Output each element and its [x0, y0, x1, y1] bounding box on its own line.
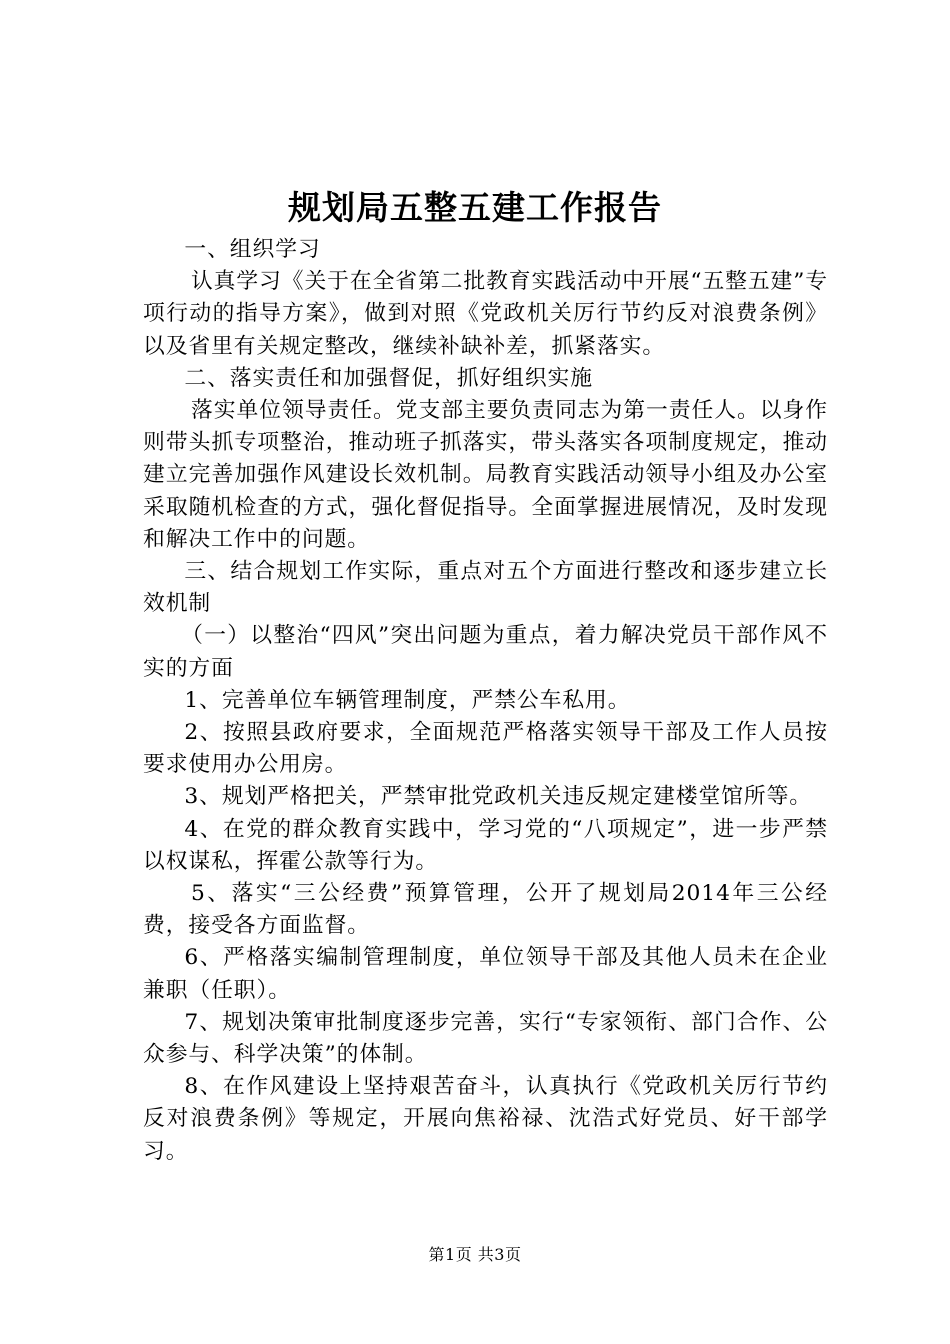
list-item-6: 6、严格落实编制管理制度，单位领导干部及其他人员未在企业兼职（任职）。 — [143, 945, 828, 1003]
section-heading-1: 一、组织学习 — [184, 237, 321, 262]
list-item-7: 7、规划决策审批制度逐步完善，实行“专家领衔、部门合作、公众参与、科学决策”的体制。 — [143, 1009, 828, 1068]
list-item-1: 1、完善单位车辆管理制度，严禁公车私用。 — [184, 687, 631, 713]
page-footer: 第1页 共3页 — [428, 1245, 522, 1264]
section-heading-3: 三、结合规划工作实际，重点对五个方面进行整改和逐步建立长效机制 — [143, 559, 828, 617]
document-title: 规划局五整五建工作报告 — [288, 188, 662, 227]
section-heading-2: 二、落实责任和加强督促，抓好组织实施 — [184, 365, 593, 391]
document-body — [143, 234, 828, 1168]
list-item-3: 3、规划严格把关，严禁审批党政机关违反规定建楼堂馆所等。 — [184, 784, 812, 810]
list-item-8: 8、在作风建设上坚持艰苦奋斗，认真执行《党政机关厉行节约反对浪费条例》等规定，开展向焦裕禄、沈浩式好党员、好干部学习。 — [143, 1074, 828, 1164]
list-item-5: 5、落实“三公经费”预算管理，公开了规划局2014年三公经费，接受各方面监督。 — [143, 881, 828, 939]
paragraph-responsibility: 落实单位领导责任。党支部主要负责同志为第一责任人。以身作则带头抓专项整治，推动班子抓落实，带头落实各项制度规定，推动建立完善加强作风建设长效机制。局教育实践活动领导小组及办公室采取随机检查的方式，强化督促指导。全面掌握进展情况，及时发现和解决工作中的问题。 — [143, 398, 828, 552]
list-item-2: 2、按照县政府要求，全面规范严格落实领导干部及工作人员按要求使用办公用房。 — [143, 720, 828, 778]
paragraph-study: 认真学习《关于在全省第二批教育实践活动中开展“五整五建”专项行动的指导方案》，做到对照《党政机关厉行节约反对浪费条例》以及省里有关规定整改，继续补缺补差，抓紧落实。 — [143, 269, 828, 359]
subsection-heading-1: （一）以整治“四风”突出问题为重点，着力解决党员干部作风不实的方面 — [143, 623, 828, 681]
list-item-4: 4、在党的群众教育实践中，学习党的“八项规定”，进一步严禁以权谋私，挥霍公款等行为。 — [143, 816, 828, 874]
